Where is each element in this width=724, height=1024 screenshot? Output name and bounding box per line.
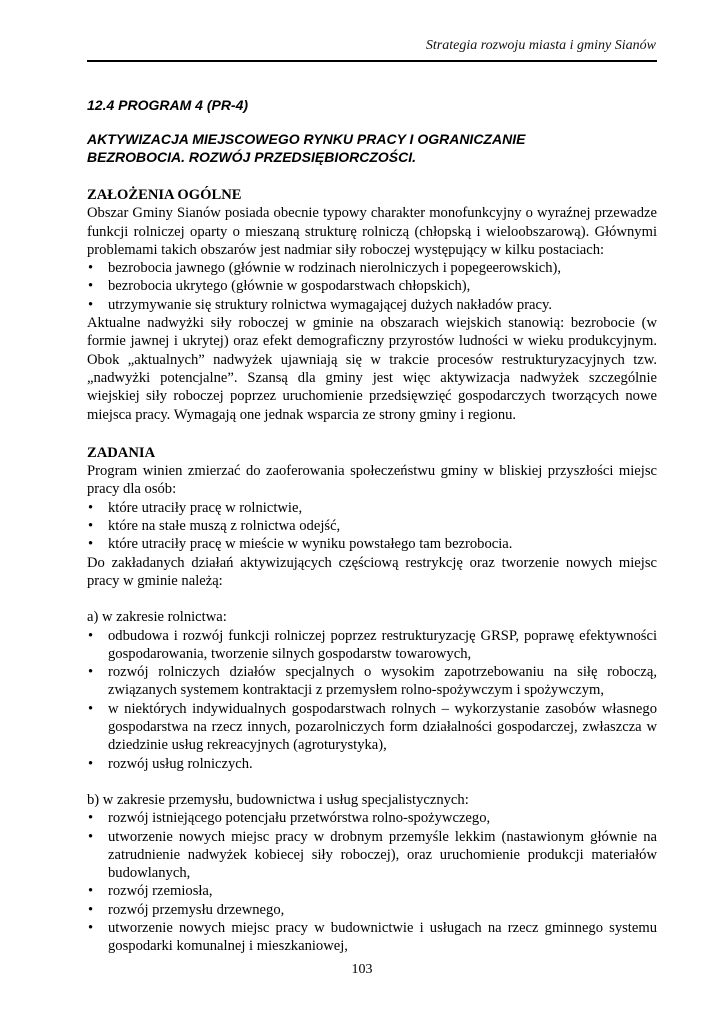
zalozenia-outro: Aktualne nadwyżki siły roboczej w gminie na obszarach wiejskich stanowią: bezrobocie (w formie jawnej i ukrytej) oraz efekt demograficzny przyrostów ludności w wieku produkcyjnym. Obok „aktualnych” nadwyżek ujawniają się w trakcie procesów restrukturyzacyjnych tzw. „nadwyżki potencjalne”. Szansą dla gminy jest więc aktywizacja nadwyżek szczególnie wiejskiej siły roboczej poprzez uruchomienie przedsięwzięć gospodarczych tworzących nowe miejsca pracy. Wymagają one jednak wsparcia ze strony gminy i regionu. bbox=[87, 315, 657, 423]
list-item: • utrzymywanie się struktury rolnictwa wymagającej dużych nakładów pracy. bbox=[87, 296, 657, 314]
section-b-heading: b) w zakresie przemysłu, budownictwa i usług specjalistycznych: bbox=[87, 791, 469, 808]
list-item: • bezrobocia ukrytego (głównie w gospodarstwach chłopskich), bbox=[87, 277, 657, 295]
list-item: • odbudowa i rozwój funkcji rolniczej poprzez restrukturyzację GRSP, poprawę efektywności gospodarowania, tworzenie silnych gospodarstw towarowych, bbox=[87, 627, 657, 664]
list-item: • które na stałe muszą z rolnictwa odejść, bbox=[87, 517, 657, 535]
zadania-list bbox=[87, 499, 657, 554]
list-item: • rozwój rzemiosła, bbox=[87, 882, 657, 900]
section-a-list bbox=[87, 627, 657, 773]
zalozenia-intro: Obszar Gminy Sianów posiada obecnie typowy charakter monofunkcyjny o wyraźnej przewadze funkcji rolniczej oparty o mieszaną strukturę rolniczą (chłopską i wieloobszarową). Głównymi problemami takich obszarów jest nadmiar siły roboczej występujący w kilku postaciach: bbox=[87, 205, 657, 258]
zadania-intro: Program winien zmierzać do zaoferowania społeczeństwu gminy w bliskiej przyszłości miejsc pracy dla osób: bbox=[87, 463, 657, 498]
list-item: • bezrobocia jawnego (głównie w rodzinach nierolniczych i popegeerowskich), bbox=[87, 259, 657, 277]
section-a-heading: a) w zakresie rolnictwa: bbox=[87, 609, 227, 626]
zalozenia-heading: ZAŁOŻENIA OGÓLNE bbox=[87, 187, 242, 203]
spacer bbox=[87, 773, 657, 791]
list-item: • rozwój usług rolniczych. bbox=[87, 755, 657, 773]
program-number-heading: 12.4 PROGRAM 4 (PR-4) bbox=[87, 97, 249, 113]
list-item: • rozwój przemysłu drzewnego, bbox=[87, 901, 657, 919]
program-title-line-2: BEZROBOCIA. ROZWÓJ PRZEDSIĘBIORCZOŚCI. bbox=[87, 149, 417, 165]
list-item: • utworzenie nowych miejsc pracy w budownictwie i usługach na rzecz gminnego systemu gospodarki komunalnej i mieszkaniowej, bbox=[87, 919, 657, 956]
list-item: • w niektórych indywidualnych gospodarstwach rolnych – wykorzystanie zasobów własnego gospodarstwa na rzecz innych, pozarolniczych form działalności gospodarczej, zwłaszcza w dziedzinie usług rekreacyjnych (agroturystyka), bbox=[87, 700, 657, 755]
zadania-outro: Do zakładanych działań aktywizujących częściową restrykcję oraz tworzenie nowych miejsc pracy w gminie należą: bbox=[87, 554, 657, 589]
program-title bbox=[87, 130, 657, 166]
list-item: • rozwój istniejącego potencjału przetwórstwa rolno-spożywczego, bbox=[87, 809, 657, 827]
list-item: • które utraciły pracę w rolnictwie, bbox=[87, 499, 657, 517]
list-item: • rozwój rolniczych działów specjalnych o wysokim zapotrzebowaniu na siłę roboczą, związanych systemem kontraktacji z przemysłem rolno-spożywczym i spożywczym, bbox=[87, 663, 657, 700]
list-item: • które utraciły pracę w mieście w wyniku powstałego tam bezrobocia. bbox=[87, 535, 657, 553]
zadania-heading: ZADANIA bbox=[87, 444, 156, 461]
zalozenia-list bbox=[87, 259, 657, 314]
list-item: • utworzenie nowych miejsc pracy w drobnym przemyśle lekkim (nastawionym głównie na zatrudnienie nadwyżek kobiecej siły roboczej), oraz uruchomienie produkcji materiałów budowlanych, bbox=[87, 828, 657, 883]
page-content bbox=[87, 96, 657, 956]
section-b-list bbox=[87, 809, 657, 955]
running-header: Strategia rozwoju miasta i gminy Sianów bbox=[425, 38, 656, 53]
header-rule bbox=[87, 60, 657, 62]
page-number: 103 bbox=[351, 962, 373, 977]
spacer bbox=[87, 590, 657, 608]
program-title-line-1: AKTYWIZACJA MIEJSCOWEGO RYNKU PRACY I OGRANICZANIE bbox=[87, 131, 526, 147]
